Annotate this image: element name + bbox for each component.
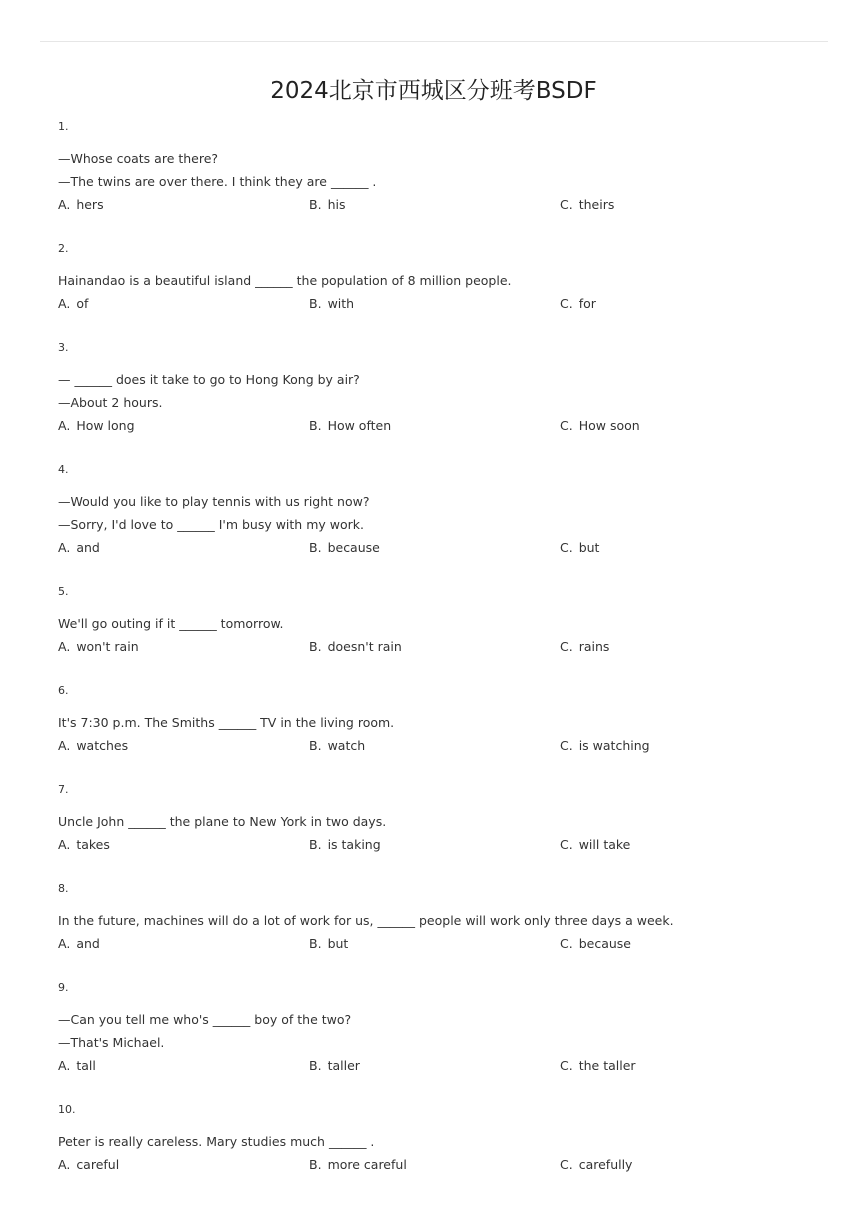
- option-letter: B.: [309, 1157, 322, 1172]
- option-letter: C.: [560, 738, 573, 753]
- question-number: 7.: [58, 783, 69, 796]
- question-line: Peter is really careless. Mary studies much ______ .: [58, 1134, 375, 1149]
- option-c[interactable]: [560, 193, 614, 216]
- option-b[interactable]: [309, 734, 365, 757]
- question-stem: [58, 612, 284, 635]
- option-text: more careful: [327, 1157, 407, 1172]
- question-line: It's 7:30 p.m. The Smiths ______ TV in the living room.: [58, 715, 395, 730]
- option-text: careful: [76, 1157, 120, 1172]
- page-title: 2024北京市西城区分班考BSDF: [270, 78, 597, 104]
- question-number: 6.: [58, 684, 69, 697]
- option-text: watches: [76, 738, 129, 753]
- question-item: [58, 119, 818, 241]
- question-list: [58, 119, 818, 1201]
- option-letter: C.: [560, 936, 573, 951]
- option-text: tall: [76, 1058, 96, 1073]
- answer-options: [58, 292, 818, 315]
- option-letter: B.: [309, 936, 322, 951]
- question-item: [58, 1102, 818, 1201]
- option-a[interactable]: [58, 536, 100, 559]
- question-line: —Would you like to play tennis with us right now?: [58, 494, 370, 509]
- option-letter: A.: [58, 639, 71, 654]
- option-a[interactable]: [58, 193, 104, 216]
- answer-options: [58, 833, 818, 856]
- option-letter: B.: [309, 837, 322, 852]
- question-stem: [58, 269, 512, 292]
- option-text: with: [327, 296, 355, 311]
- answer-options: [58, 1153, 818, 1176]
- option-text: doesn't rain: [327, 639, 402, 654]
- question-stem: [58, 368, 360, 414]
- option-b[interactable]: [309, 833, 381, 856]
- option-letter: B.: [309, 296, 322, 311]
- question-line: —Whose coats are there?: [58, 151, 219, 166]
- option-c[interactable]: [560, 932, 631, 955]
- option-text: takes: [76, 837, 110, 852]
- option-c[interactable]: [560, 635, 609, 658]
- question-item: [58, 584, 818, 683]
- option-letter: C.: [560, 1058, 573, 1073]
- option-text: How soon: [578, 418, 640, 433]
- option-b[interactable]: [309, 292, 354, 315]
- option-a[interactable]: [58, 635, 139, 658]
- option-letter: B.: [309, 418, 322, 433]
- question-line: —About 2 hours.: [58, 395, 163, 410]
- question-item: [58, 782, 818, 881]
- option-text: How often: [327, 418, 392, 433]
- question-line: —Can you tell me who's ______ boy of the two?: [58, 1012, 352, 1027]
- question-number: 4.: [58, 463, 69, 476]
- option-text: watch: [327, 738, 366, 753]
- option-text: because: [578, 936, 631, 951]
- question-stem: [58, 810, 386, 833]
- question-number: 10.: [58, 1103, 76, 1116]
- option-letter: A.: [58, 418, 71, 433]
- option-letter: C.: [560, 1157, 573, 1172]
- option-text: for: [578, 296, 596, 311]
- option-a[interactable]: [58, 292, 88, 315]
- question-line: We'll go outing if it ______ tomorrow.: [58, 616, 284, 631]
- option-b[interactable]: [309, 193, 345, 216]
- question-item: [58, 683, 818, 782]
- option-b[interactable]: [309, 414, 391, 437]
- option-text: his: [327, 197, 346, 212]
- option-text: will take: [578, 837, 631, 852]
- question-line: —Sorry, I'd love to ______ I'm busy with my work.: [58, 517, 364, 532]
- option-text: How long: [76, 418, 135, 433]
- option-text: rains: [578, 639, 610, 654]
- option-letter: A.: [58, 837, 71, 852]
- question-stem: [58, 1130, 374, 1153]
- option-a[interactable]: [58, 1054, 96, 1077]
- question-number: 5.: [58, 585, 69, 598]
- option-a[interactable]: [58, 734, 128, 757]
- question-stem: [58, 1008, 351, 1054]
- answer-options: [58, 193, 818, 216]
- option-text: is watching: [578, 738, 650, 753]
- answer-options: [58, 536, 818, 559]
- option-c[interactable]: [560, 536, 599, 559]
- question-item: [58, 462, 818, 584]
- option-a[interactable]: [58, 1153, 119, 1176]
- option-letter: C.: [560, 639, 573, 654]
- question-line: —The twins are over there. I think they are ______ .: [58, 174, 377, 189]
- option-text: but: [578, 540, 600, 555]
- option-text: won't rain: [76, 639, 139, 654]
- option-c[interactable]: [560, 833, 630, 856]
- option-letter: B.: [309, 1058, 322, 1073]
- option-a[interactable]: [58, 833, 110, 856]
- answer-options: [58, 414, 818, 437]
- question-stem: [58, 711, 394, 734]
- option-text: the taller: [578, 1058, 636, 1073]
- option-text: carefully: [578, 1157, 633, 1172]
- option-b[interactable]: [309, 635, 402, 658]
- header-divider: [40, 41, 828, 42]
- option-letter: A.: [58, 296, 71, 311]
- question-stem: [58, 147, 376, 193]
- option-letter: B.: [309, 639, 322, 654]
- question-line: Uncle John ______ the plane to New York in two days.: [58, 814, 387, 829]
- option-c[interactable]: [560, 734, 650, 757]
- question-number: 9.: [58, 981, 69, 994]
- question-item: [58, 881, 818, 980]
- question-line: Hainandao is a beautiful island ______ the population of 8 million people.: [58, 273, 512, 288]
- option-b[interactable]: [309, 1153, 407, 1176]
- option-letter: C.: [560, 296, 573, 311]
- question-number: 2.: [58, 242, 69, 255]
- question-line: In the future, machines will do a lot of work for us, ______ people will work only three days a week.: [58, 913, 674, 928]
- option-text: is taking: [327, 837, 381, 852]
- question-item: [58, 241, 818, 340]
- option-text: because: [327, 540, 380, 555]
- option-c[interactable]: [560, 292, 596, 315]
- option-text: hers: [76, 197, 104, 212]
- answer-options: [58, 1054, 818, 1077]
- question-number: 8.: [58, 882, 69, 895]
- option-letter: A.: [58, 1157, 71, 1172]
- option-letter: B.: [309, 197, 322, 212]
- option-letter: B.: [309, 540, 322, 555]
- question-stem: [58, 490, 369, 536]
- question-number: 1.: [58, 120, 69, 133]
- question-line: —That's Michael.: [58, 1035, 165, 1050]
- option-letter: C.: [560, 418, 573, 433]
- option-letter: C.: [560, 540, 573, 555]
- question-line: — ______ does it take to go to Hong Kong by air?: [58, 372, 360, 387]
- option-text: of: [76, 296, 89, 311]
- question-stem: [58, 909, 674, 932]
- option-letter: A.: [58, 1058, 71, 1073]
- answer-options: [58, 635, 818, 658]
- option-letter: C.: [560, 197, 573, 212]
- option-letter: A.: [58, 936, 71, 951]
- option-text: and: [76, 936, 100, 951]
- option-b[interactable]: [309, 1054, 360, 1077]
- option-letter: C.: [560, 837, 573, 852]
- option-text: but: [327, 936, 349, 951]
- answer-options: [58, 932, 818, 955]
- option-a[interactable]: [58, 414, 135, 437]
- option-text: and: [76, 540, 100, 555]
- option-text: theirs: [578, 197, 615, 212]
- option-letter: A.: [58, 540, 71, 555]
- option-letter: A.: [58, 197, 71, 212]
- option-c[interactable]: [560, 1153, 632, 1176]
- option-c[interactable]: [560, 414, 640, 437]
- answer-options: [58, 734, 818, 757]
- option-c[interactable]: [560, 1054, 636, 1077]
- option-a[interactable]: [58, 932, 100, 955]
- option-b[interactable]: [309, 536, 380, 559]
- option-letter: B.: [309, 738, 322, 753]
- question-number: 3.: [58, 341, 69, 354]
- option-letter: A.: [58, 738, 71, 753]
- question-item: [58, 980, 818, 1102]
- option-b[interactable]: [309, 932, 348, 955]
- option-text: taller: [327, 1058, 360, 1073]
- question-item: [58, 340, 818, 462]
